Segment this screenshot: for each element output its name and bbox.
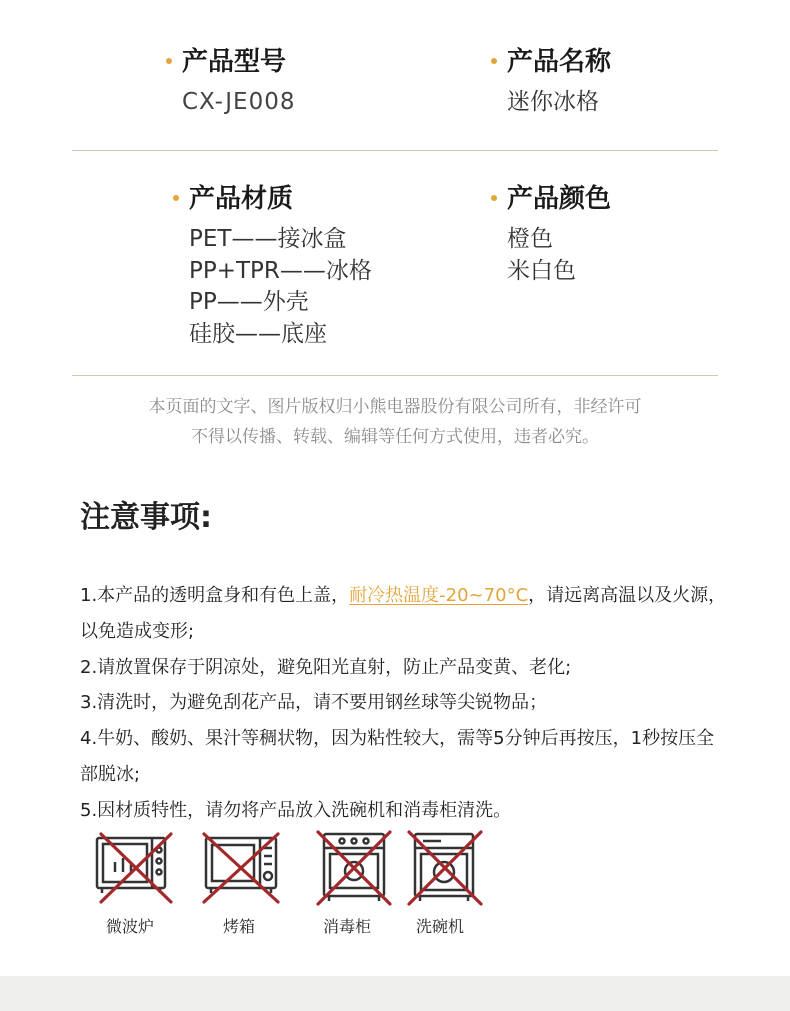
bullet-dot [491, 195, 497, 201]
temperature-highlight: 耐冷热温度-20~70°C [349, 585, 529, 606]
prohibited-microwave [80, 830, 180, 937]
spec-material [189, 182, 372, 350]
spec-product-name-label: 产品名称 [507, 47, 612, 77]
notice-item: 2.请放置保存于阴凉处，避免阳光直射，防止产品变黄、老化; [80, 656, 572, 678]
copyright-notice [0, 392, 790, 452]
dishwasher-label: 洗碗机 [415, 917, 464, 936]
prohibited-sterilizer [297, 830, 397, 937]
color-line: 橙色 [507, 226, 553, 252]
spec-product-name-value: 迷你冰格 [507, 89, 599, 115]
copyright-line: 本页面的文字、图片版权归小熊电器股份有限公司所有，非经许可 [148, 397, 642, 417]
notice-item: 4.牛奶、酸奶、果汁等稠状物，因为粘性较大，需等5分钟后再按压，1秒按压全部脱冰; [80, 728, 715, 785]
sterilizer-cabinet-icon [302, 830, 392, 906]
microwave-label: 微波炉 [105, 917, 154, 936]
microwave-icon [85, 830, 175, 906]
spec-color-values [507, 224, 611, 287]
prohibited-dishwasher [390, 830, 490, 937]
sterilizer-label: 消毒柜 [322, 917, 371, 936]
spec-model-value: CX-JE008 [182, 89, 296, 115]
notice-title: 注意事项: [80, 500, 212, 535]
notice-item: 5.因材质特性，请勿将产品放入洗碗机和消毒柜清洗。 [80, 799, 512, 821]
spec-material-values [189, 224, 372, 350]
spec-color-label: 产品颜色 [507, 184, 612, 214]
bullet-dot [491, 58, 497, 64]
prohibited-oven [189, 830, 289, 937]
material-line: 硅胶——底座 [189, 320, 327, 347]
notice-list [80, 578, 730, 829]
bullet-dot [173, 195, 179, 201]
spec-model-label: 产品型号 [182, 47, 287, 77]
divider [72, 375, 718, 376]
notice-item: 3.清洗时，为避免刮花产品，请不要用钢丝球等尖锐物品； [80, 692, 548, 714]
spec-model [182, 45, 295, 119]
oven-label: 烤箱 [222, 917, 255, 936]
oven-icon [194, 830, 284, 906]
footer-band [0, 976, 790, 1011]
bullet-dot [166, 58, 172, 64]
material-line: PET——接冰盒 [189, 226, 347, 252]
spec-material-label: 产品材质 [189, 184, 294, 214]
divider [72, 150, 718, 151]
dishwasher-icon [395, 830, 485, 906]
prohibited-appliances [0, 830, 790, 940]
color-line: 米白色 [507, 257, 576, 284]
spec-product-name [507, 45, 611, 119]
copyright-line: 不得以传播、转载、编辑等任何方式使用，违者必究。 [191, 427, 599, 447]
material-line: PP——外壳 [189, 289, 309, 315]
spec-color [507, 182, 611, 287]
notice-item: 1.本产品的透明盒身和有色上盖，耐冷热温度-20~70°C，请远离高温以及火源，以免造成变形; [80, 585, 727, 642]
material-line: PP+TPR——冰格 [189, 257, 372, 284]
